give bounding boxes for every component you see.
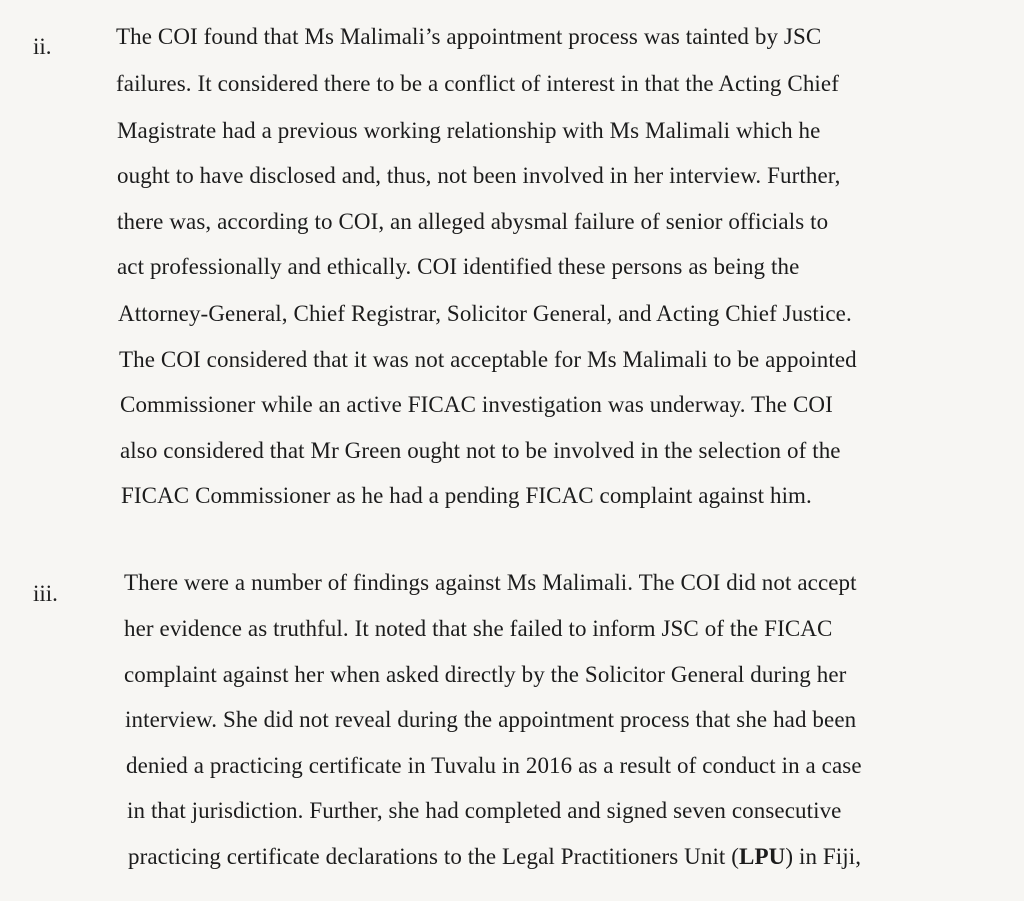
- paragraph-line: failures. It considered there to be a conflict of interest in that the Acting Chief: [116, 71, 839, 96]
- paragraph-line: [128, 844, 861, 870]
- line-text: ) in Fiji,: [785, 844, 862, 869]
- paragraph-number: ii.: [33, 34, 52, 59]
- paragraph-number: iii.: [33, 581, 58, 606]
- paragraph-line: Commissioner while an active FICAC investigation was underway. The COI: [120, 392, 833, 417]
- paragraph-line: Magistrate had a previous working relationship with Ms Malimali which he: [117, 118, 821, 143]
- paragraph-line: FICAC Commissioner as he had a pending FICAC complaint against him.: [121, 483, 812, 508]
- paragraph-line: her evidence as truthful. It noted that she failed to inform JSC of the FICAC: [124, 616, 833, 641]
- paragraph-line: also considered that Mr Green ought not to be involved in the selection of the: [120, 438, 841, 463]
- paragraph-line: The COI considered that it was not acceptable for Ms Malimali to be appointed: [119, 347, 857, 372]
- paragraph-line: in that jurisdiction. Further, she had completed and signed seven consecutive: [127, 798, 842, 823]
- paragraph-line: interview. She did not reveal during the appointment process that she had been: [125, 707, 857, 732]
- paragraph-line: Attorney-General, Chief Registrar, Solicitor General, and Acting Chief Justice.: [118, 301, 852, 326]
- line-text: practicing certificate declarations to the Legal Practitioners Unit (: [128, 844, 740, 869]
- paragraph-line: act professionally and ethically. COI identified these persons as being the: [117, 254, 800, 279]
- paragraph-line: The COI found that Ms Malimali’s appointment process was tainted by JSC: [116, 24, 822, 49]
- paragraph-line: ought to have disclosed and, thus, not been involved in her interview. Further,: [117, 163, 841, 188]
- paragraph-line: there was, according to COI, an alleged abysmal failure of senior officials to: [117, 209, 829, 234]
- lpu-abbreviation: LPU: [739, 844, 786, 869]
- paragraph-line: complaint against her when asked directly by the Solicitor General during her: [124, 662, 847, 687]
- paragraph-line: denied a practicing certificate in Tuvalu in 2016 as a result of conduct in a case: [126, 753, 862, 778]
- paragraph-line: There were a number of findings against Ms Malimali. The COI did not accept: [124, 570, 857, 595]
